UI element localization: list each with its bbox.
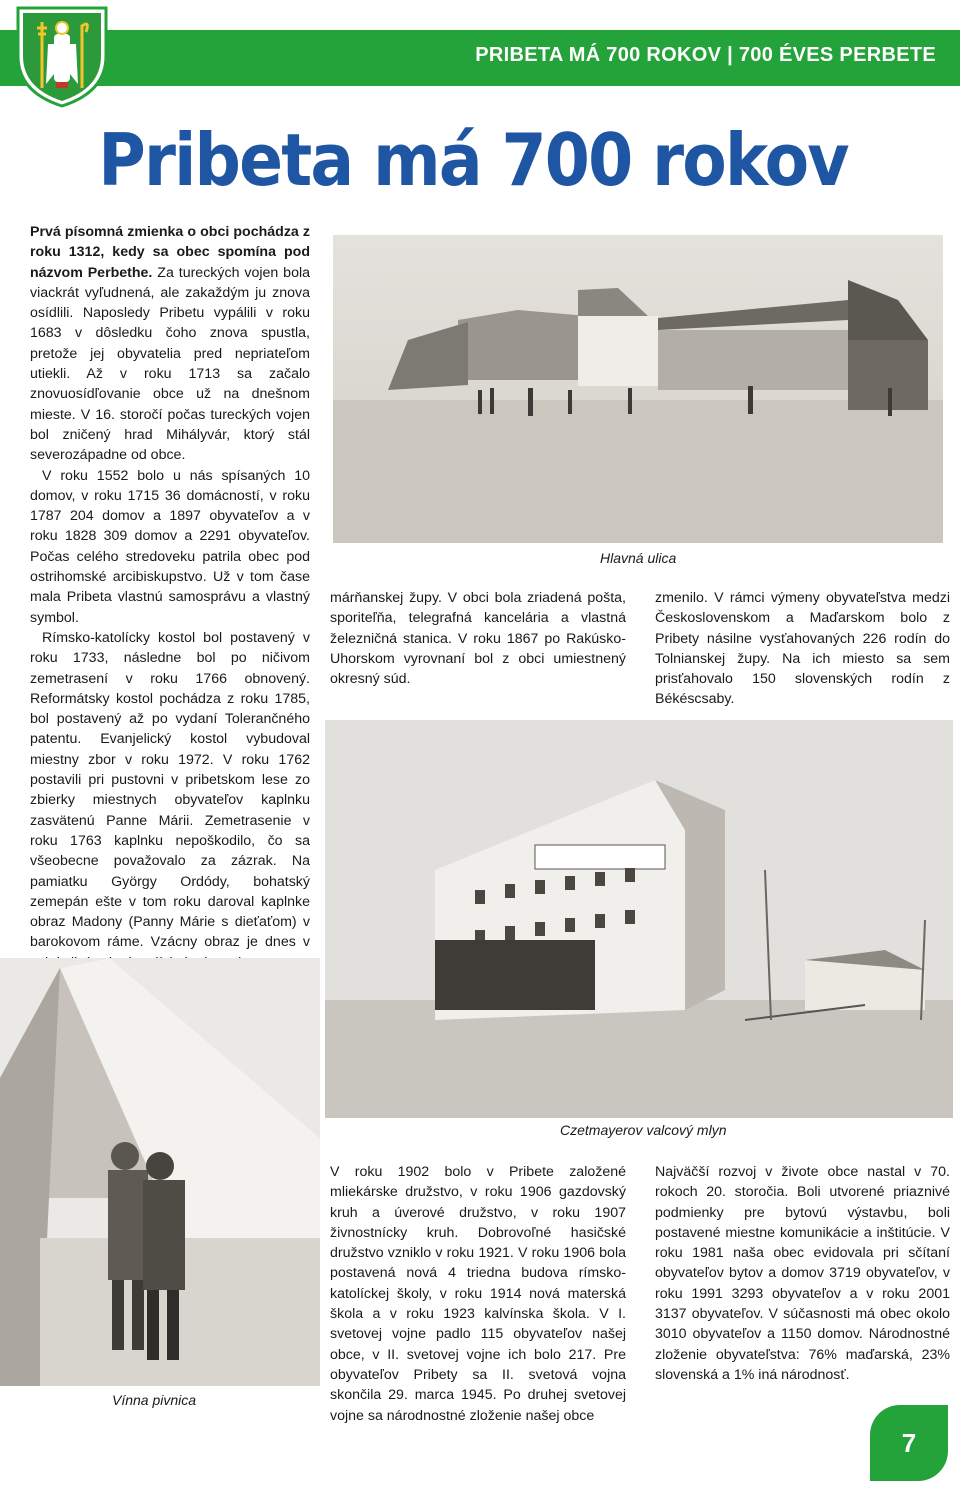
paragraph-3: Rímsko-katolícky kostol bol postavený v roku 1733, následne bol po ničivom zemetrasení v roku 1766 obnovený. Reformátsky kostol pochádza z roku 1785, bol postavený až po vydaní Tolerančného patentu. Evanjelický kostol vybudoval miestny zbor v roku 1972. V roku 1762 postavili pri pustovni v pribetskom lese zo zbierky miestnych obyvateľov kaplnku zasvätenú Panne Márii. Zemetrasenie v roku 1763 kaplnku nepoškodilo, čo sa všeobecne považovalo za zázrak. Na pamiatku György Ordódy, bohatský zemepán ešte v tom roku daroval kaplnke obraz Madony (Panny Márie s dieťaťom) v barokovom ráme. Vzácny obraz je dnes v [30, 629, 310, 951]
photo-mill [325, 720, 953, 1118]
text-column-3 [655, 588, 950, 710]
text-column-bottom-2 [655, 1162, 950, 1385]
paragraph-bottom-2: Najväčší rozvoj v živote obce nastal v 70. rokoch 20. storočia. Boli utvorené priaznivé podmienky pre bytovú výstavbu, boli postavené miestne komunikácie a inštitúcie. V roku 1981 naša obec evidovala pri sčítaní obyvateľov bytov a domov 3719 obyvateľov, v roku 1991 3293 obyvateľov a v roku 2001 3137 obyvateľov. V súčasnosti má obec okolo 3010 obyvateľov a 1150 domov. Národnostné zloženie obyvateľstva: 76% maďarská, 23% slovenská a 1% iná národnosť. [655, 1164, 950, 1383]
village-crest-icon [8, 4, 116, 108]
text-column-bottom-1 [330, 1162, 626, 1426]
paragraph-2: V roku 1552 bolo u nás spísaných 10 domov, v roku 1715 36 domácností, v roku 1787 204 domov a 1897 obyvateľov a v roku 1828 309 domov a 2291 obyvateľov. Počas celého stredoveku patrila obec pod ostrihomské arcibiskupstvo. Už v tom čase mala Pribeta vlastnú samosprávu a vlastný symbol. [30, 467, 310, 626]
text-column-2: márňanskej župy. V obci bola zriadená pošta, sporiteľňa, telegrafná kancelária a vlastná železničná stanica. V roku 1867 po Rakúsko-Uhorskom vyrovnaní bol z obci umiestnený okresný súd. [330, 590, 626, 688]
caption-wine-cellar: Vínna pivnica [112, 1392, 197, 1408]
paragraph-1: Za tureckých vojen bola viackrát vyľudnená, ale zakaždým ju znova osídlili. Naposledy Pribetu vypálili v roku 1683 v dôsledku čoho znova spustla, pretože jej obyvatelia pred nepriateľom utiekli. Až v roku 1713 sa začalo znovuosídľovanie obce už na dnešnom mieste. V 16. storočí počas tureckých vojen bol zničený hrad Mihályvár, ktorý stál severozápadne od obce. [30, 264, 311, 464]
caption-mill: Czetmayerov valcový mlyn [560, 1122, 727, 1138]
paragraph-col3: zmenilo. V rámci výmeny obyvateľstva medzi Československom a Maďarskom bolo z Pribety násilne vysťahovaných 226 rodín do Tolnianskej župy. Na ich miesto sa sem prisťahovalo 150 slovenských rodín z Békéscsaby. [655, 590, 950, 708]
article-title: Pribeta má 700 rokov [98, 118, 848, 202]
paragraph-bottom-1: V roku 1902 bolo v Pribete založené mliekárske družstvo, v roku 1906 gazdovský kruh a úverové družstvo, v roku 1907 živnostnícky kruh. Dobrovoľné hasičské družstvo vzniklo v roku 1921. V roku 1906 bola postavená nová 4 triedna budova rímsko-katolíckej školy, v roku 1914 nová materská škola a v roku 1923 kalvínska škola. V I. svetovej vojne padlo 115 obyvateľov našej obce, v II. svetovej vojne ich bolo 217. Pre obyvateľov Pribety sa II. svetová vojna skončila 29. marca 1945. Po druhej svetovej vojne sa národnostné zloženie našej obce [330, 1164, 626, 1424]
photo-main-street [328, 230, 948, 548]
page-number: 7 [870, 1405, 948, 1481]
running-title: PRIBETA MÁ 700 ROKOV | 700 ÉVES PERBETE [475, 44, 936, 66]
photo-wine-cellar [0, 958, 320, 1386]
lead-text: Prvá písomná zmienka o obci pochádza z roku 1312, kedy sa obec spomína pod názvom Perbethe. [30, 224, 310, 281]
caption-main-street: Hlavná ulica [600, 550, 677, 566]
